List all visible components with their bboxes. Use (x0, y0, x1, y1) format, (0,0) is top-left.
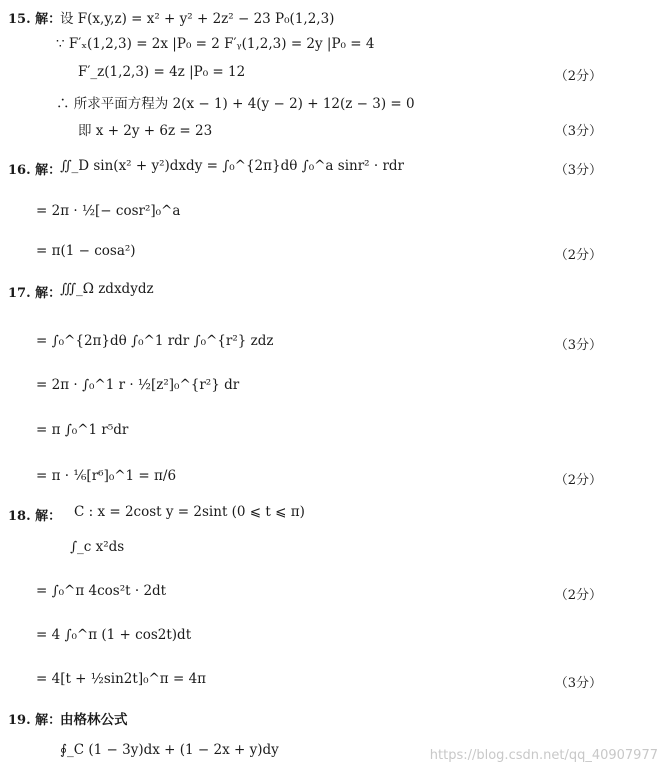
solution-15-line-2 (0, 31, 668, 61)
solution-15-line-5 (0, 114, 668, 144)
solution-17-line-2 (0, 328, 668, 358)
score-label: （2分） (554, 248, 602, 263)
solution-16-line-1 (0, 153, 668, 183)
math-expression: = 4 ∫₀^π (1 + cos2t)dt (36, 627, 192, 643)
math-expression: = ∫₀^{2π}dθ ∫₀^1 rdr ∫₀^{r²} zdz (36, 333, 274, 349)
solution-16-line-3 (0, 238, 668, 268)
problem-number: 15. 解： (8, 12, 62, 27)
solution-18-line-2 (0, 534, 668, 564)
problem-number: 19. 解： (8, 713, 62, 728)
score-label: （3分） (554, 338, 602, 353)
math-expression: = π ∫₀^1 r⁵dr (36, 422, 129, 438)
score-label: （3分） (554, 124, 602, 139)
math-expression: F′_z(1,2,3) = 4z |P₀ = 12 (78, 64, 246, 80)
score-label: （3分） (554, 163, 602, 178)
math-expression: ∭_Ω zdxdydz (60, 281, 154, 297)
problem-number: 18. 解： (8, 509, 62, 524)
solution-17-line-4 (0, 417, 668, 447)
solution-15-line-3 (0, 59, 668, 89)
solution-16-line-2 (0, 198, 668, 228)
math-expression: ∫_c x²ds (70, 539, 125, 555)
solution-18-line-3 (0, 578, 668, 608)
problem-number: 16. 解： (8, 163, 62, 178)
solution-18-line-1 (0, 499, 668, 529)
solution-17-line-5 (0, 463, 668, 493)
math-expression: ∴ 所求平面方程为 2(x − 1) + 4(y − 2) + 12(z − 3) = 0 (56, 96, 415, 112)
solution-15-line-1 (0, 2, 668, 32)
math-expression: 即 x + 2y + 6z = 23 (78, 123, 213, 139)
math-expression: = π(1 − cosa²) (36, 243, 136, 259)
watermark-url: https://blog.csdn.net/qq_40907977 (429, 748, 658, 763)
math-expression: = π · ⅙[r⁶]₀^1 = π/6 (36, 468, 177, 484)
math-expression: ∵ F′ₓ(1,2,3) = 2x |P₀ = 2 F′ᵧ(1,2,3) = 2y |P₀ = 4 (56, 36, 375, 52)
score-label: （3分） (554, 676, 602, 691)
score-label: （2分） (554, 69, 602, 84)
math-expression: C : x = 2cost y = 2sint (0 ⩽ t ⩽ π) (74, 504, 305, 520)
solution-17-line-1 (0, 276, 668, 306)
math-expression: = 2π · ½[− cosr²]₀^a (36, 203, 181, 219)
solution-17-line-3 (0, 372, 668, 402)
score-label: （2分） (554, 588, 602, 603)
solution-15-line-4 (0, 87, 668, 117)
math-expression: ∬_D sin(x² + y²)dxdy = ∫₀^{2π}dθ ∫₀^a sinr² · rdr (60, 158, 404, 174)
solution-18-line-5 (0, 666, 668, 696)
math-expression: 设 F(x,y,z) = x² + y² + 2z² − 23 P₀(1,2,3) (60, 11, 335, 27)
math-expression: = ∫₀^π 4cos²t · 2dt (36, 583, 167, 599)
score-label: （2分） (554, 473, 602, 488)
math-expression: = 2π · ∫₀^1 r · ½[z²]₀^{r²} dr (36, 377, 240, 393)
math-expression: ∮_C (1 − 3y)dx + (1 − 2x + y)dy (60, 742, 279, 758)
math-expression: = 4[t + ½sin2t]₀^π = 4π (36, 671, 207, 687)
solution-18-line-4 (0, 622, 668, 652)
problem-number: 17. 解： (8, 286, 62, 301)
math-expression: 由格林公式 (60, 712, 128, 728)
solution-19-line-1 (0, 703, 668, 733)
